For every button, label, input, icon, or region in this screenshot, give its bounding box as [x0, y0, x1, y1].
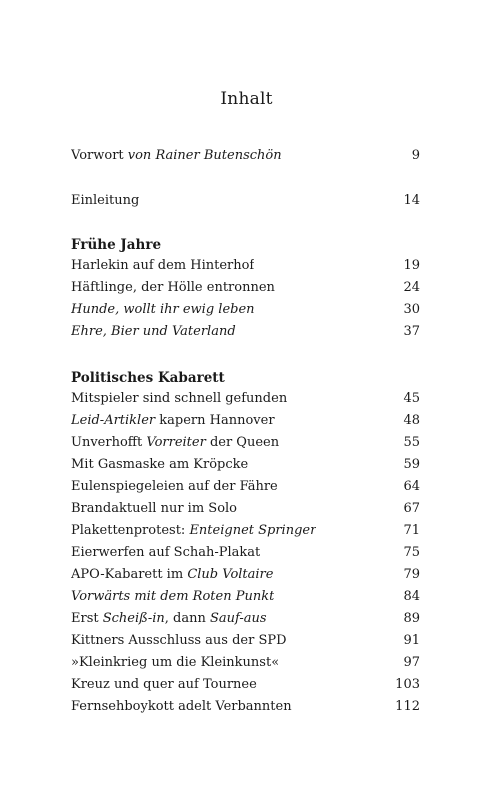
- toc-entry-page-number: 89: [403, 611, 420, 626]
- toc-entry: [71, 699, 420, 721]
- toc-entry-page-number: 55: [403, 435, 420, 450]
- toc-entry-title-part: Club Voltaire: [187, 567, 274, 582]
- toc-entry-title-part: Vorreiter: [146, 435, 206, 450]
- toc-entry-page-number: 37: [403, 324, 420, 339]
- toc-entry-title-part: Kittners Ausschluss aus der SPD: [71, 633, 287, 648]
- section-heading: Frühe Jahre: [71, 237, 162, 253]
- toc-entry-title: [71, 677, 257, 692]
- toc-entry-title-part: Harlekin auf dem Hinterhof: [71, 258, 255, 273]
- toc-entry-title: [71, 611, 267, 626]
- toc-entry-page-number: 79: [403, 567, 420, 582]
- toc-entry: [71, 589, 420, 611]
- toc-entry-title: [71, 633, 287, 648]
- page-title: Inhalt: [220, 89, 273, 109]
- toc-entry-title: [71, 655, 279, 670]
- toc-entry-page-number: 59: [403, 457, 420, 472]
- toc-entry-title: [71, 589, 274, 604]
- toc-entry: [71, 567, 420, 589]
- toc-entry-page-number: 64: [403, 479, 420, 494]
- toc-entry-title-part: kapern Hannover: [155, 413, 275, 428]
- toc-entry-page-number: 30: [403, 302, 420, 317]
- toc-entry-title-part: Enteignet Springer: [189, 523, 317, 538]
- toc-entry: [71, 391, 420, 413]
- toc-entry: [71, 479, 420, 501]
- toc-entry-title-part: Ehre, Bier und Vaterland: [71, 324, 236, 339]
- toc-entry-title: [71, 435, 279, 450]
- toc-entry-title-part: Vorwärts mit dem Roten Punkt: [71, 589, 275, 604]
- toc-entry-title-part: Unverhofft: [71, 435, 147, 450]
- toc-entry-page-number: 103: [395, 677, 420, 692]
- toc-entry-title-part: Scheiß-in: [102, 611, 165, 626]
- toc-entry-title-part: Mit Gasmaske am Kröpcke: [71, 457, 249, 472]
- toc-entry-title-part: Plakettenprotest:: [71, 523, 190, 538]
- toc-entry-title-part: Häftlinge, der Hölle entronnen: [71, 280, 275, 295]
- toc-entry-title: [71, 479, 278, 494]
- toc-entry: [71, 523, 420, 545]
- toc-entry-page-number: 24: [403, 280, 420, 295]
- toc-entry-title-part: Sauf-aus: [209, 611, 267, 626]
- toc-entry: [71, 501, 420, 523]
- toc-entry-title: [71, 280, 275, 295]
- toc-entry-title-part: von Rainer Butenschön: [127, 148, 282, 163]
- toc-entry-title-part: Eierwerfen auf Schah-Plakat: [71, 545, 261, 560]
- toc-entry-title: [71, 501, 237, 516]
- toc-entry-page-number: 14: [403, 193, 420, 208]
- toc-entry: [71, 413, 420, 435]
- toc-entry-title: [71, 193, 139, 208]
- toc-entry: [71, 258, 420, 280]
- toc-entry: [71, 193, 420, 215]
- toc-entry-title-part: Brandaktuell nur im Solo: [71, 501, 238, 516]
- toc-entry: [71, 435, 420, 457]
- toc-entry-page-number: 91: [403, 633, 420, 648]
- toc-entry-title-part: der Queen: [205, 435, 280, 450]
- toc-entry-page-number: 48: [403, 413, 420, 428]
- toc-entry: [71, 611, 420, 633]
- toc-entry-title-part: Fernsehboykott adelt Verbannten: [71, 699, 292, 714]
- toc-entry-title: [71, 324, 236, 339]
- toc-entry-title-part: Einleitung: [71, 193, 140, 208]
- section-heading: Politisches Kabarett: [71, 370, 225, 386]
- toc-entry-page-number: 19: [403, 258, 420, 273]
- toc-entry-page-number: 84: [403, 589, 420, 604]
- toc-entry-title: [71, 391, 287, 406]
- toc-entry-title-part: , dann: [164, 611, 210, 626]
- toc-entry-page-number: 71: [403, 523, 420, 538]
- toc-entry-title: [71, 567, 273, 582]
- toc-entry: [71, 280, 420, 302]
- toc-entry-title-part: Eulenspiegeleien auf der Fähre: [71, 479, 278, 494]
- toc-entry-page-number: 112: [395, 699, 420, 714]
- toc-entry-title: [71, 457, 248, 472]
- toc-entry-page-number: 75: [403, 545, 420, 560]
- toc-entry: [71, 457, 420, 479]
- toc-entry: [71, 324, 420, 346]
- toc-entry-page-number: 97: [403, 655, 420, 670]
- toc-entry: [71, 655, 420, 677]
- toc-entry: [71, 677, 420, 699]
- toc-entry-title-part: »Kleinkrieg um die Kleinkunst«: [71, 655, 280, 670]
- toc-entry-title: [71, 302, 255, 317]
- toc-entry-title: [71, 523, 316, 538]
- toc-entry-title: [71, 413, 275, 428]
- toc-entry-page-number: 45: [403, 391, 420, 406]
- toc-entry-title-part: Vorwort: [71, 148, 128, 163]
- toc-entry-title-part: APO-Kabarett im: [71, 567, 188, 582]
- toc-entry-title-part: Kreuz und quer auf Tournee: [71, 677, 257, 692]
- toc-entry-title-part: Hunde, wollt ihr ewig leben: [71, 302, 255, 317]
- toc-entry-title-part: Mitspieler sind schnell gefunden: [71, 391, 288, 406]
- toc-entry: [71, 633, 420, 655]
- toc-entry-page-number: 67: [403, 501, 420, 516]
- toc-entry: [71, 148, 420, 170]
- toc-entry-title: [71, 699, 292, 714]
- toc-entry-title: [71, 148, 282, 163]
- toc-entry: [71, 545, 420, 567]
- toc-entry-title-part: Leid-Artikler: [71, 413, 156, 428]
- toc-entry: [71, 302, 420, 324]
- toc-entry-title-part: Erst: [71, 611, 103, 626]
- toc-entry-title: [71, 258, 254, 273]
- toc-entry-page-number: 9: [411, 148, 420, 163]
- toc-entry-title: [71, 545, 260, 560]
